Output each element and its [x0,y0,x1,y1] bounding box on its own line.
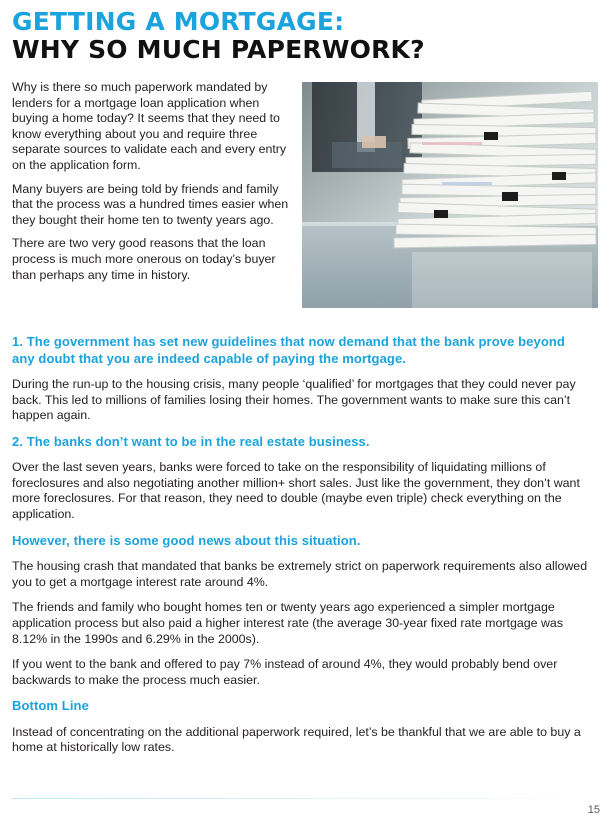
body-paragraph: The housing crash that mandated that banks be extremely strict on paperwork requirements also allowed you to get a mortgage interest rate around 4%. [12,559,588,589]
page-title-line-2: WHY SO MUCH PAPERWORK? [12,35,425,64]
intro-column [12,80,294,291]
main-content [12,334,590,766]
paperwork-stack-photo [302,82,598,308]
intro-paragraph: Why is there so much paperwork mandated by lenders for a mortgage loan application when buying a home today? It seems that they need to know everything about you and require three separate sources to validate each and every entry on the application form. [12,80,287,172]
intro-paragraph: There are two very good reasons that the loan process is much more onerous on today’s buyer than perhaps any time in history. [12,236,276,282]
section-heading: Bottom Line [12,698,89,714]
paperwork-stack-icon [302,82,598,308]
page-number: 15 [587,804,600,816]
body-paragraph: The friends and family who bought homes ten or twenty years ago experienced a simpler mortgage application process but also paid a higher interest rate (the average 30-year fixed rate mortgage was 8.12% in the 1990s and 6.29% in the 2000s). [12,600,564,646]
body-paragraph: If you went to the bank and offered to pay 7% instead of around 4%, they would probably bend over backwards to make the process much easier. [12,657,558,687]
body-paragraph: During the run-up to the housing crisis, many people ‘qualified’ for mortgages that they could never pay back. This led to millions of families losing their homes. The government wants to make sure this can’t happen again. [12,377,576,423]
section-heading: However, there is some good news about this situation. [12,532,361,548]
page-title-line-1: GETTING A MORTGAGE: [12,7,345,36]
body-paragraph: Over the last seven years, banks were forced to take on the responsibility of liquidating millions of foreclosures and also negotiating another million+ short sales. Just like the government, they don’t want more foreclosures. For that reason, they need to double (maybe even triple) check everything on the application. [12,460,580,522]
section-heading: 1. The government has set new guidelines that now demand that the bank prove beyond any doubt that you are indeed capable of paying the mortgage. [12,334,565,366]
footer-divider [12,798,588,799]
section-heading: 2. The banks don’t want to be in the real estate business. [12,433,370,449]
body-paragraph: Instead of concentrating on the additional paperwork required, let’s be thankful that we are able to buy a home at historically low rates. [12,724,581,755]
intro-paragraph: Many buyers are being told by friends and family that the process was a hundred times easier when they bought their home ten to twenty years ago. [12,181,289,227]
